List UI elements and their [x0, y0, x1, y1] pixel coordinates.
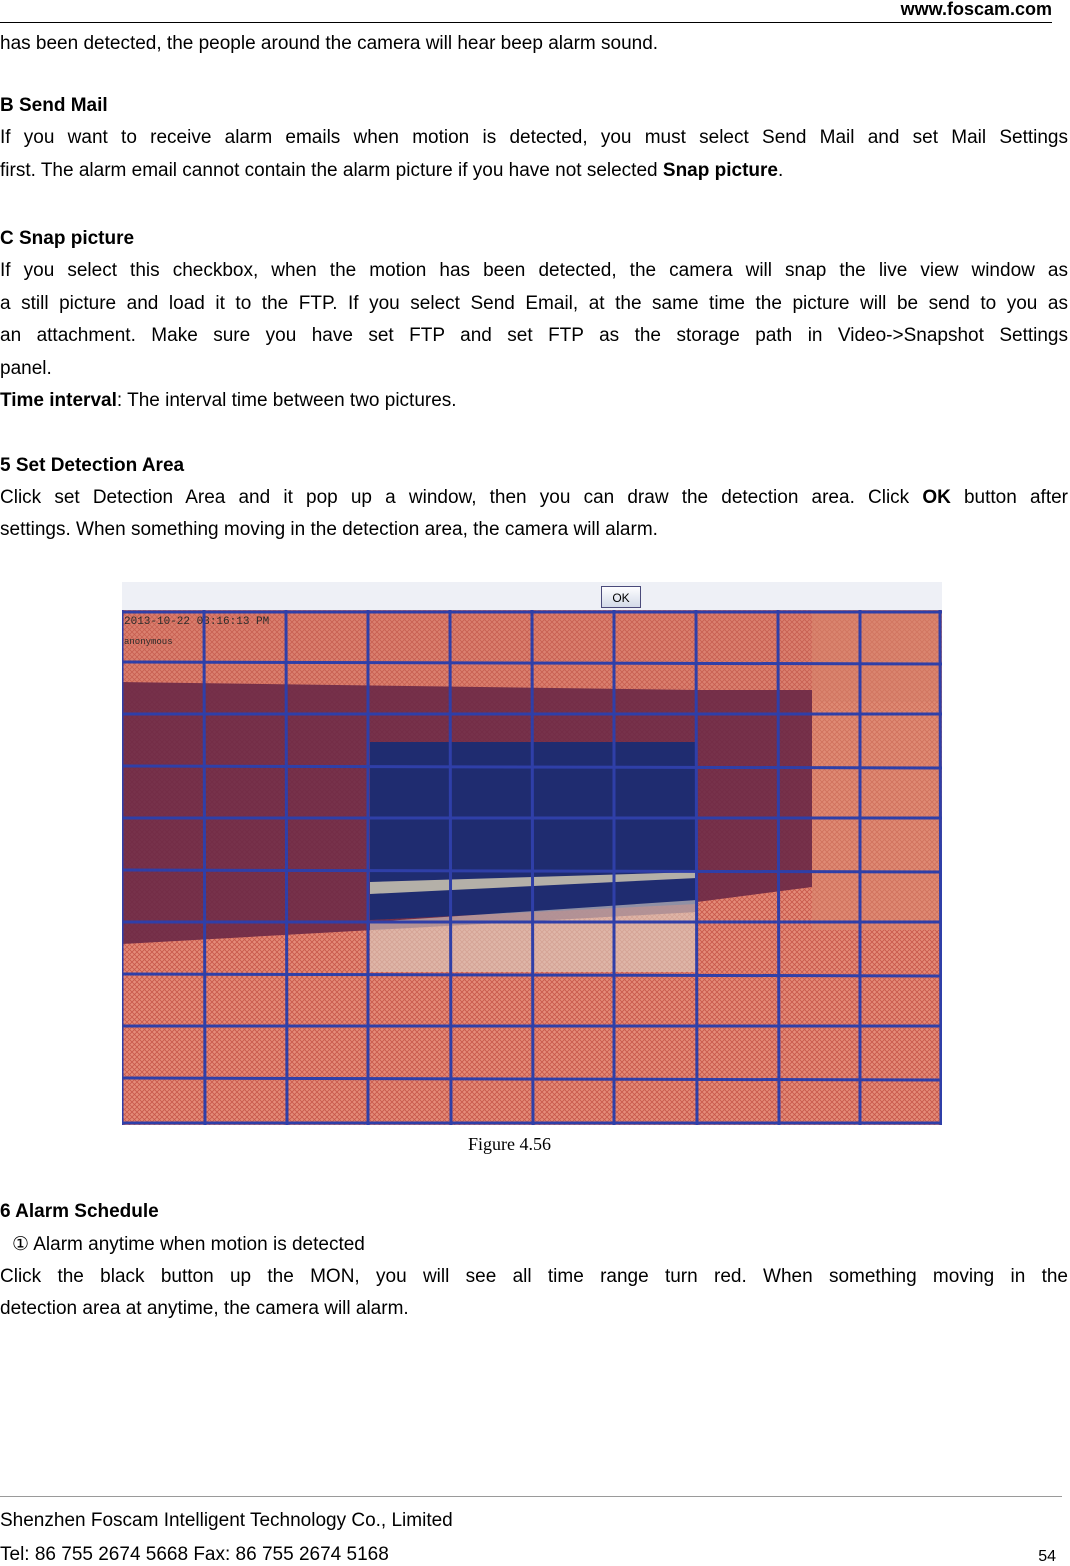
send-mail-line-1: If you want to receive alarm emails when motion is detected, you must select Send Mail and set Mail Settings	[0, 127, 1068, 148]
footer-company: Shenzhen Foscam Intelligent Technology Co., Limited	[0, 1510, 453, 1531]
figure-caption: Figure 4.56	[468, 1134, 551, 1154]
send-mail-line-2	[0, 155, 1068, 186]
grid-column-line	[778, 610, 779, 1125]
time-interval-label: Time interval	[0, 390, 117, 411]
alarm-schedule-line-2: detection area at anytime, the camera will alarm.	[0, 1298, 409, 1319]
grid-row-line	[122, 1078, 942, 1080]
camera-name: anonymous	[124, 637, 173, 647]
detection-area-heading: 5 Set Detection Area	[0, 455, 185, 476]
video-timestamp: 2013-10-22 03:16:13 PM	[124, 616, 270, 628]
grid-column-line	[696, 610, 697, 1125]
intro-text: has been detected, the people around the camera will hear beep alarm sound.	[0, 33, 659, 54]
detection-area-line-2: settings. When something moving in the detection area, the camera will alarm.	[0, 519, 658, 540]
grid-column-line	[204, 610, 205, 1125]
detection-area-line-1-text: Click set Detection Area and it pop up a window, then you can draw the detection area. Click	[0, 487, 923, 508]
snap-picture-line-2: a still picture and load it to the FTP. If you select Send Email, at the same time the picture will be send to you as	[0, 293, 1068, 314]
snap-picture-line-1: If you select this checkbox, when the motion has been detected, the camera will snap the live view window as	[0, 260, 1068, 281]
grid-column-line	[450, 610, 451, 1125]
footer-rule	[0, 1496, 1062, 1497]
alarm-schedule-heading: 6 Alarm Schedule	[0, 1201, 159, 1222]
grid-column-line	[940, 610, 941, 1125]
grid-row-line	[122, 974, 942, 976]
send-mail-heading: B Send Mail	[0, 95, 108, 116]
header-url[interactable]: www.foscam.com	[900, 0, 1052, 19]
ok-term: OK	[922, 487, 951, 508]
grid-row-line	[122, 766, 942, 768]
detection-area-figure	[122, 582, 942, 1125]
grid-column-line	[532, 610, 533, 1125]
snap-picture-term: Snap picture	[662, 160, 778, 181]
page-number: 54	[1038, 1548, 1056, 1565]
time-interval-line	[0, 385, 1068, 416]
ok-button[interactable]: OK	[601, 586, 641, 608]
send-mail-line-2-end: .	[777, 160, 784, 181]
send-mail-line-2-text: first. The alarm email cannot contain the alarm picture if you have not selected	[0, 160, 663, 181]
alarm-schedule-line-1: Click the black button up the MON, you will see all time range turn red. When something moving in the	[0, 1266, 1068, 1287]
toolbar-strip	[122, 582, 942, 610]
time-interval-text: : The interval time between two pictures.	[116, 390, 457, 411]
camera-view-svg	[122, 582, 942, 1125]
detection-area-line-1-end: button after	[950, 487, 1068, 508]
header-rule	[0, 22, 1052, 23]
grid-row-line	[122, 662, 942, 664]
detection-area-line-1	[0, 482, 1068, 513]
snap-picture-line-3: an attachment. Make sure you have set FTP and set FTP as the storage path in Video->Snapshot Settings	[0, 325, 1068, 346]
snap-picture-heading: C Snap picture	[0, 228, 135, 249]
snap-picture-line-4: panel.	[0, 358, 52, 379]
alarm-schedule-item: ① Alarm anytime when motion is detected	[12, 1234, 365, 1255]
footer-contact: Tel: 86 755 2674 5668 Fax: 86 755 2674 5168	[0, 1544, 389, 1565]
grid-row-line	[122, 870, 942, 872]
grid-column-line	[286, 610, 287, 1125]
right-pillar	[812, 610, 942, 930]
